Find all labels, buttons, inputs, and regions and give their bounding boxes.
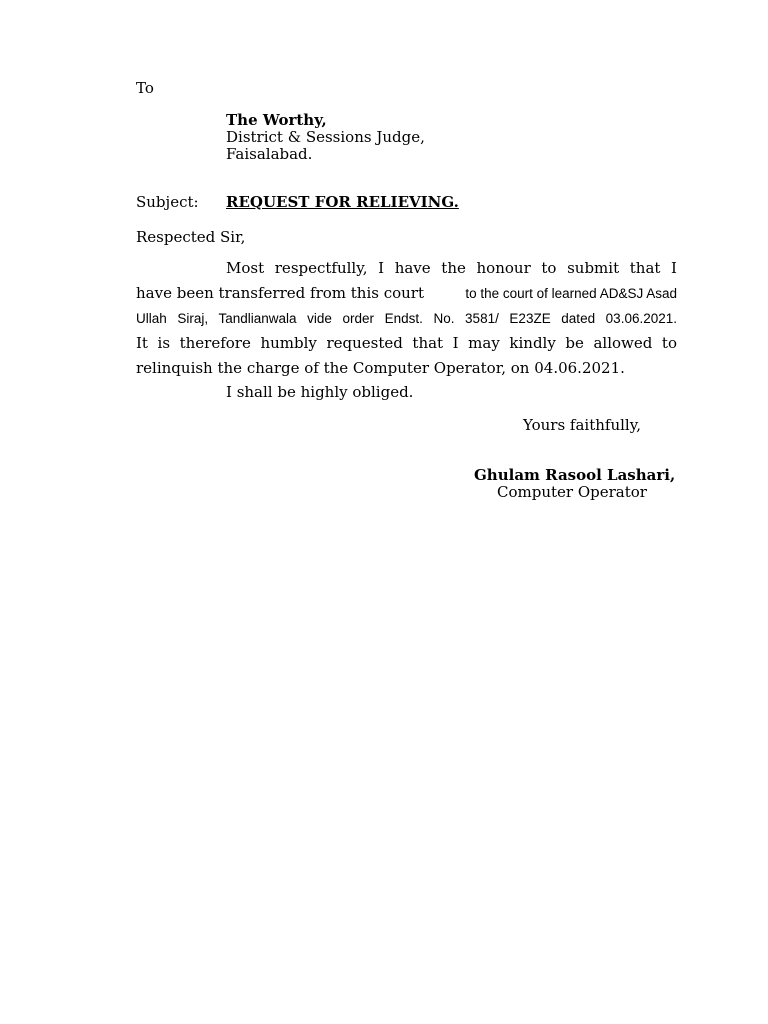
body-line-4: It is therefore humbly requested that I may kindly be allowed to: [136, 334, 677, 352]
body-line-2a: have been transferred from this court: [136, 284, 425, 302]
signature-title: Computer Operator: [497, 483, 647, 501]
body-line-2: [136, 281, 677, 306]
recipient-address: [226, 112, 425, 163]
recipient-city: Faisalabad.: [226, 145, 313, 163]
letter-body: [136, 256, 677, 381]
subject-label: Subject:: [136, 193, 199, 211]
subject-text: REQUEST FOR RELIEVING.: [226, 193, 459, 211]
greeting: Respected Sir,: [136, 228, 246, 246]
valediction: Yours faithfully,: [523, 416, 641, 434]
body-line-3: Ullah Siraj, Tandlianwala vide order Endst. No. 3581/ E23ZE dated 03.06.2021.: [136, 311, 677, 326]
body-line-2b: to the court of learned AD&SJ Asad: [465, 286, 677, 301]
closing-line: I shall be highly obliged.: [226, 383, 414, 401]
to-label: To: [136, 79, 154, 97]
body-line-5: relinquish the charge of the Computer Operator, on 04.06.2021.: [136, 359, 625, 377]
recipient-designation: District & Sessions Judge,: [226, 128, 425, 146]
body-line-1: Most respectfully, I have the honour to submit that I: [226, 259, 677, 277]
recipient-salutation: The Worthy,: [226, 111, 327, 129]
signature-name: Ghulam Rasool Lashari,: [474, 466, 676, 484]
